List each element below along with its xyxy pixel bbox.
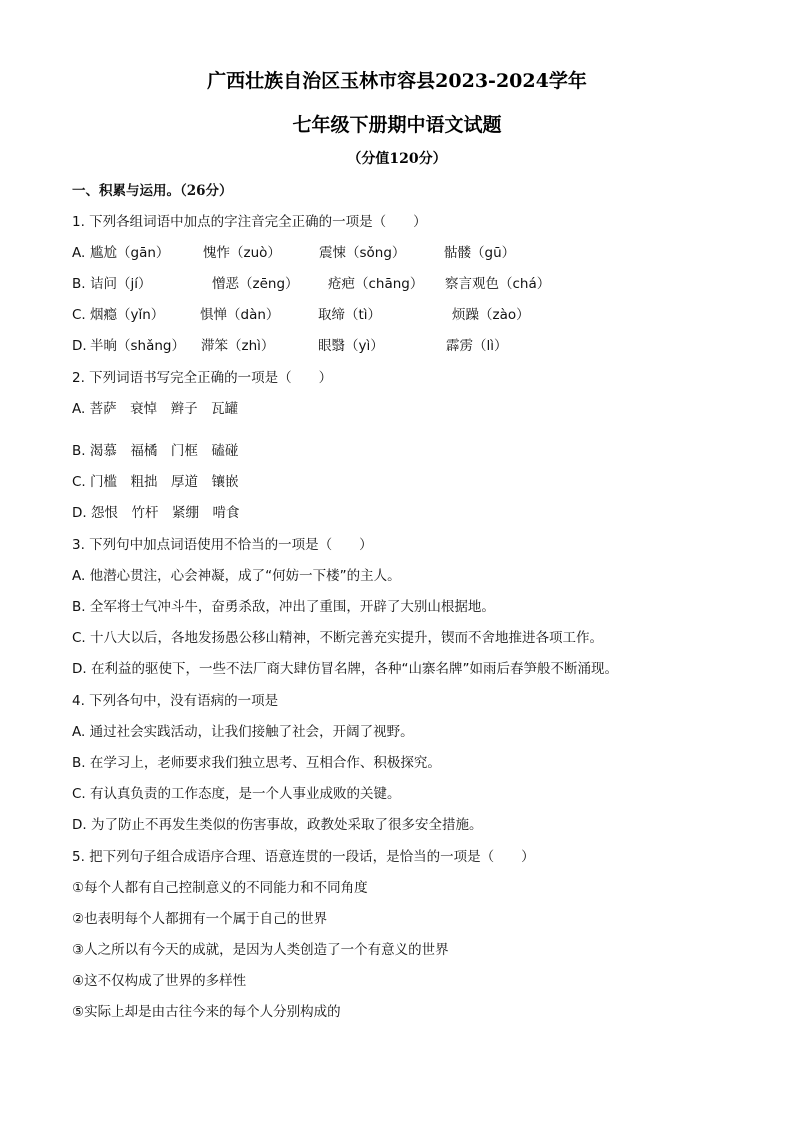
q5-sentence-5: ⑤实际上却是由古往今来的每个人分别构成的 [72,1004,341,1020]
exam-title-line1: 广西壮族自治区玉林市容县2023-2024学年 [207,70,587,92]
q4-option-c: C. 有认真负责的工作态度，是一个人事业成败的关键。 [72,786,401,802]
exam-title-line2: 七年级下册期中语文试题 [292,114,502,136]
option-item: 取缔（tì） [318,307,382,323]
q3-option-c: C. 十八大以后，各地发扬愚公移山精神，不断完善充实提升，锲而不舍地推进各项工作。 [72,630,604,646]
option-item: 察言观色（chá） [445,276,551,292]
q4-option-d: D. 为了防止不再发生类似的伤害事故，政教处采取了很多安全措施。 [72,817,483,833]
option-label: A. [72,245,86,261]
q1-option-d [72,336,732,356]
q1-option-a [72,243,732,263]
q4-option-b: B. 在学习上，老师要求我们独立思考、互相合作、积极探究。 [72,755,441,771]
q4-stem: 4. 下列各句中，没有语病的一项是 [72,693,279,709]
option-item: 滞笨（zhì） [201,338,275,354]
option-item: 霹雳（lì） [446,338,508,354]
q3-option-b: B. 全军将士气冲斗牛，奋勇杀敌，冲出了重围，开辟了大别山根据地。 [72,599,495,615]
q2-option-a: A. 菩萨 衰悼 辫子 瓦罐 [72,401,239,417]
option-label: D. [72,338,87,354]
q3-stem: 3. 下列句中加点词语使用不恰当的一项是（ ） [72,537,373,553]
option-item: 惧惮（dàn） [200,307,280,323]
option-item: 憎恶（zēng） [212,276,299,292]
exam-score: （分值120分） [347,151,447,167]
option-item: 愧怍（zuò） [203,245,281,261]
section1-heading: 一、积累与运用。（26分） [72,183,233,199]
option-item: 骷髅（gū） [444,245,516,261]
q4-option-a: A. 通过社会实践活动，让我们接触了社会，开阔了视野。 [72,724,414,740]
q5-sentence-1: ①每个人都有自己控制意义的不同能力和不同角度 [72,880,368,896]
q1-option-b [72,274,732,294]
q2-option-d: D. 怨恨 竹杆 紧绷 啃食 [72,505,240,521]
q5-sentence-3: ③人之所以有今天的成就，是因为人类创造了一个有意义的世界 [72,942,449,958]
q5-stem: 5. 把下列句子组合成语序合理、语意连贯的一段话，是恰当的一项是（ ） [72,849,535,865]
option-item: 疮疤（chāng） [328,276,424,292]
q3-option-d: D. 在利益的驱使下，一些不法厂商大肆仿冒名牌，各种“山寨名牌”如雨后春笋般不断涌现。 [72,661,618,677]
q5-sentence-2: ②也表明每个人都拥有一个属于自己的世界 [72,911,328,927]
option-item: 尴尬（gān） [90,245,170,261]
q2-stem: 2. 下列词语书写完全正确的一项是（ ） [72,370,333,386]
option-item: 震悚（sǒng） [319,245,406,261]
q2-option-b: B. 渴慕 福橘 门框 磕碰 [72,443,239,459]
option-item: 烟瘾（yǐn） [90,307,165,323]
q5-sentence-4: ④这不仅构成了世界的多样性 [72,973,247,989]
q1-stem: 1. 下列各组词语中加点的字注音完全正确的一项是（ ） [72,214,427,230]
option-item: 烦躁（zào） [452,307,530,323]
q2-option-c: C. 门槛 粗拙 厚道 镶嵌 [72,474,239,490]
q3-option-a: A. 他潜心贯注，心会神凝，成了“何妨一下楼”的主人。 [72,568,401,584]
option-label: C. [72,307,86,323]
q1-option-c [72,305,732,325]
option-item: 诘问（jí） [90,276,152,292]
option-label: B. [72,276,86,292]
option-item: 眼翳（yì） [318,338,384,354]
option-item: 半晌（shǎng） [90,338,185,354]
